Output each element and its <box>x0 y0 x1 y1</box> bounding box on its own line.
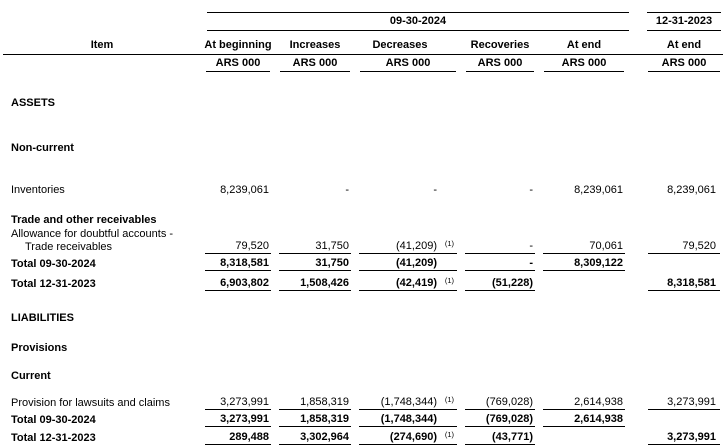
cell-increases <box>275 395 355 410</box>
cell-recoveries <box>461 256 539 271</box>
column-header-recoveries: Recoveries <box>470 39 530 51</box>
cell-at-end <box>539 311 629 325</box>
cell-decreases <box>355 96 461 110</box>
cell-value: 8,239,061 <box>220 184 269 196</box>
period-current-group <box>201 12 629 31</box>
cell-decreases <box>355 239 461 254</box>
cell-value: 8,318,581 <box>220 257 269 269</box>
column-header-decreases: Decreases <box>372 39 428 51</box>
period-prior-label: 12-31-2023 <box>647 12 721 31</box>
item-cell <box>3 228 201 254</box>
cell-value: 2,614,938 <box>574 413 623 425</box>
unit-label: ARS 000 <box>206 57 270 72</box>
table-row <box>3 395 723 410</box>
table-row <box>3 256 723 271</box>
table-row <box>3 182 723 197</box>
cell-recoveries <box>461 369 539 383</box>
cell-value: 31,750 <box>315 257 349 269</box>
cell-at-beginning <box>201 213 275 227</box>
cell-at-end <box>539 369 629 383</box>
cell-at-beginning <box>201 369 275 383</box>
cell-decreases <box>355 213 461 227</box>
cell-value: 3,273,991 <box>667 396 716 408</box>
cell-value: (41,209) <box>396 240 437 252</box>
cell-increases <box>275 183 355 197</box>
cell-at-end-prior <box>629 141 723 155</box>
cell-at-beginning <box>201 395 275 410</box>
column-header-item: Item <box>90 39 114 51</box>
cell-value: (42,419) <box>396 277 437 289</box>
cell-value: - <box>433 184 437 196</box>
cell-recoveries <box>461 183 539 197</box>
section-row <box>3 311 723 325</box>
cell-value: 6,903,802 <box>220 277 269 289</box>
cell-decreases <box>355 311 461 325</box>
cell-decreases <box>355 183 461 197</box>
cell-value: - <box>529 240 533 252</box>
cell-value: 3,273,991 <box>220 396 269 408</box>
cell-decreases <box>355 430 461 445</box>
cell-increases <box>275 141 355 155</box>
cell-value: 8,318,581 <box>667 277 716 289</box>
cell-recoveries <box>461 141 539 155</box>
cell-recoveries <box>461 239 539 254</box>
cell-at-beginning <box>201 239 275 254</box>
cell-at-end-prior <box>629 311 723 325</box>
cell-value: 8,239,061 <box>574 184 623 196</box>
cell-value: (769,028) <box>485 396 533 408</box>
unit-row <box>3 57 723 72</box>
cell-value: 70,061 <box>589 240 623 252</box>
cell-at-end-prior <box>629 276 723 291</box>
cell-value: 8,239,061 <box>667 184 716 196</box>
cell-value: 79,520 <box>682 240 716 252</box>
unit-label: ARS 000 <box>280 57 350 72</box>
cell-increases <box>275 256 355 271</box>
cell-at-beginning <box>201 96 275 110</box>
cell-increases <box>275 239 355 254</box>
unit-label: ARS 000 <box>360 57 456 72</box>
cell-value: (41,209) <box>396 257 437 269</box>
cell-at-end-prior <box>629 213 723 227</box>
cell-at-end <box>539 213 629 227</box>
table-body <box>3 96 723 445</box>
table-row <box>3 412 723 427</box>
table-row <box>3 276 723 291</box>
item-cell: Provision for lawsuits and claims <box>11 397 170 409</box>
cell-value: (1,748,344) <box>380 396 437 408</box>
item-cell: Total 09-30-2024 <box>11 414 96 426</box>
column-header-at-end: At end <box>566 39 602 51</box>
section-row <box>3 213 723 227</box>
cell-at-end-prior <box>629 183 723 197</box>
cell-recoveries <box>461 430 539 445</box>
cell-value: - <box>529 257 533 269</box>
cell-value: (1,748,344) <box>380 413 437 425</box>
section-row <box>3 96 723 110</box>
cell-at-beginning <box>201 183 275 197</box>
cell-decreases <box>355 341 461 355</box>
period-header-row <box>3 12 723 31</box>
cell-increases <box>275 430 355 445</box>
item-cell: Inventories <box>11 184 65 196</box>
cell-increases <box>275 341 355 355</box>
unit-label: ARS 000 <box>466 57 534 72</box>
cell-at-beginning <box>201 311 275 325</box>
cell-at-beginning <box>201 341 275 355</box>
section-row <box>3 341 723 355</box>
cell-recoveries <box>461 276 539 291</box>
cell-at-end <box>539 141 629 155</box>
cell-value: (274,690) <box>389 431 437 443</box>
cell-at-end <box>539 277 629 291</box>
cell-recoveries <box>461 96 539 110</box>
cell-at-end <box>539 239 629 254</box>
cell-decreases <box>355 276 461 291</box>
cell-at-beginning <box>201 430 275 445</box>
section-row <box>3 369 723 383</box>
cell-at-end <box>539 183 629 197</box>
cell-value: 8,309,122 <box>574 257 623 269</box>
cell-at-end-prior <box>629 257 723 271</box>
cell-value: (43,771) <box>492 431 533 443</box>
cell-value: 1,858,319 <box>300 413 349 425</box>
cell-at-end-prior <box>629 430 723 445</box>
column-header-row <box>3 39 723 55</box>
period-header-spacer <box>3 12 201 31</box>
cell-value: - <box>529 184 533 196</box>
cell-at-end <box>539 96 629 110</box>
item-cell: LIABILITIES <box>11 312 74 324</box>
cell-decreases <box>355 369 461 383</box>
period-prior-group <box>629 12 723 31</box>
period-current-label: 09-30-2024 <box>207 12 629 31</box>
item-cell: ASSETS <box>11 97 56 109</box>
unit-label: ARS 000 <box>544 57 624 72</box>
cell-recoveries <box>461 412 539 427</box>
cell-recoveries <box>461 311 539 325</box>
cell-decreases <box>355 141 461 155</box>
cell-value: 31,750 <box>315 240 349 252</box>
cell-value: 79,520 <box>235 240 269 252</box>
cell-decreases <box>355 395 461 410</box>
item-cell: Total 12-31-2023 <box>11 432 96 444</box>
cell-at-end <box>539 256 629 271</box>
item-cell: Non-current <box>11 142 74 154</box>
item-cell: Trade and other receivables <box>11 214 157 226</box>
cell-decreases <box>355 256 461 271</box>
cell-recoveries <box>461 395 539 410</box>
cell-at-end-prior <box>629 413 723 427</box>
item-cell: Current <box>11 370 51 382</box>
cell-at-end-prior <box>629 341 723 355</box>
column-header-increases: Increases <box>289 39 341 51</box>
cell-value: 2,614,938 <box>574 396 623 408</box>
cell-value: 1,858,319 <box>300 396 349 408</box>
column-header-at-beginning: At beginning <box>204 39 272 51</box>
cell-at-end-prior <box>629 369 723 383</box>
table-row <box>3 430 723 445</box>
cell-at-beginning <box>201 256 275 271</box>
cell-value: (769,028) <box>485 413 533 425</box>
cell-recoveries <box>461 341 539 355</box>
item-cell: Total 09-30-2024 <box>11 258 96 270</box>
cell-at-end-prior <box>629 395 723 410</box>
cell-at-end-prior <box>629 239 723 254</box>
cell-at-end <box>539 395 629 410</box>
cell-at-beginning <box>201 412 275 427</box>
footnote-marker: (1) <box>444 395 454 404</box>
cell-value: (51,228) <box>492 277 533 289</box>
cell-increases <box>275 96 355 110</box>
cell-at-end <box>539 431 629 445</box>
cell-decreases <box>355 412 461 427</box>
cell-at-end <box>539 412 629 427</box>
cell-increases <box>275 213 355 227</box>
cell-at-end-prior <box>629 96 723 110</box>
cell-increases <box>275 412 355 427</box>
cell-at-beginning <box>201 276 275 291</box>
cell-increases <box>275 276 355 291</box>
unit-row-spacer <box>3 57 201 72</box>
unit-label: ARS 000 <box>648 57 720 72</box>
cell-value: 3,302,964 <box>300 431 349 443</box>
cell-at-beginning <box>201 141 275 155</box>
column-header-at-end-prior: At end <box>666 39 702 51</box>
cell-increases <box>275 369 355 383</box>
cell-increases <box>275 311 355 325</box>
item-cell: Provisions <box>11 342 68 354</box>
item-label-line: Trade receivables <box>25 241 113 253</box>
item-label-line: Allowance for doubtful accounts - <box>11 228 174 240</box>
item-cell: Total 12-31-2023 <box>11 278 96 290</box>
cell-value: 3,273,991 <box>220 413 269 425</box>
cell-value: 1,508,426 <box>300 277 349 289</box>
cell-at-end <box>539 341 629 355</box>
footnote-marker: (1) <box>444 276 454 285</box>
table-row <box>3 228 723 254</box>
cell-recoveries <box>461 213 539 227</box>
cell-value: 289,488 <box>229 431 269 443</box>
footnote-marker: (1) <box>444 239 454 248</box>
cell-value: 3,273,991 <box>667 431 716 443</box>
section-row <box>3 141 723 155</box>
footnote-marker: (1) <box>444 430 454 439</box>
cell-value: - <box>345 184 349 196</box>
